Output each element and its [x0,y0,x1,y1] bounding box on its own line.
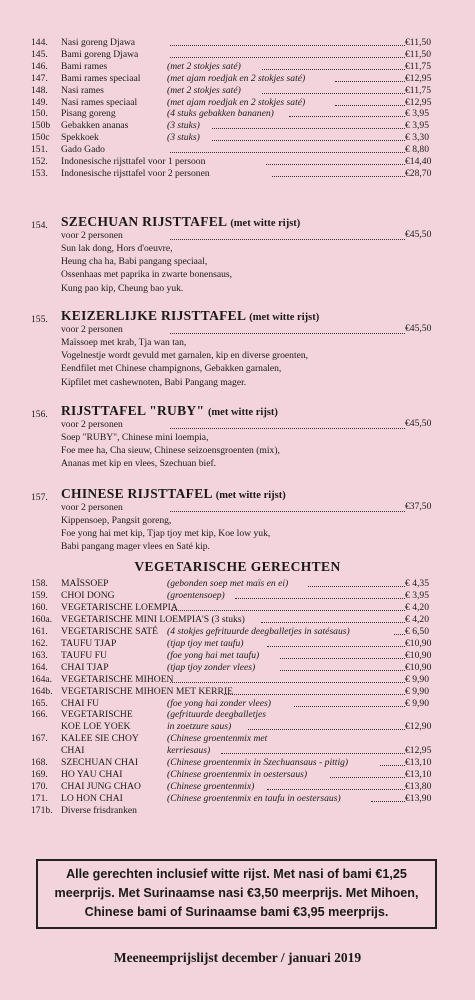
menu-item-row [0,793,475,805]
leader-dots [371,801,405,802]
item-price: €14,40 [405,156,432,167]
leader-dots [212,140,405,141]
item-description: (tjap tjoy zonder vlees) [167,661,256,673]
menu-item-row [0,156,475,168]
section-subtitle: (met witte rijst) [207,407,278,418]
section-subtitle: (met witte rijst) [215,490,286,501]
item-number: 152. [31,156,48,167]
item-number: 165. [31,697,48,709]
item-number: 164b. [31,685,53,697]
item-name: Indonesische rijsttafel voor 1 persoon [61,156,206,167]
item-price: € 3,95 [405,120,429,132]
item-name: TAUFU TJAP [61,637,117,649]
item-number: 161. [31,625,48,637]
item-price: € 3,30 [405,132,429,144]
leader-dots [280,670,405,671]
leader-dots [224,694,405,695]
section-course-line: Soep "RUBY", Chinese mini loempia, [61,432,209,443]
item-price: €11,50 [405,48,432,60]
menu-item-row [0,638,475,650]
item-description: (Chinese groentenmix met [167,733,268,745]
leader-dots [267,646,405,647]
section-title [61,214,300,230]
menu-item-row [0,745,475,757]
item-description: in zoetzure saus) [167,721,232,733]
item-name: Nasi rames [61,84,104,96]
item-name: TAUFU FU [61,649,107,661]
item-name: Bami rames [61,60,108,72]
section-price: €45,50 [405,418,432,429]
item-description: (foe yong hai zonder vlees) [167,697,271,709]
section-title-text: KEIZERLIJKE RIJSTTAFEL [61,308,246,323]
leader-dots [170,45,405,46]
item-price: € 4,20 [405,601,429,613]
item-number: 170. [31,781,48,793]
leader-dots [221,753,405,754]
section-course-line: Ananas met kip en vlees, Szechuan bief. [61,458,217,470]
menu-item-row [0,721,475,733]
item-name: Nasi goreng Djawa [61,37,136,48]
item-name: CHAI JUNG CHAO [61,781,141,793]
menu-item-row [0,781,475,793]
section-subtitle: (met witte rijst) [249,312,320,323]
item-name: KALEE SIE CHOY [61,733,139,745]
leader-dots [262,93,405,94]
item-number: 164. [31,661,48,673]
menu-item-row [0,650,475,662]
menu-item-row [0,168,475,180]
item-description: (Chinese groentenmix in oestersaus) [167,769,308,781]
item-price: € 8,80 [405,144,429,156]
item-description: (met ajam roedjak en 2 stokjes saté) [167,96,306,108]
item-name: HO YAU CHAI [61,769,123,781]
leader-dots [280,658,405,659]
item-number: 171b. [31,805,53,817]
item-name: CHAI TJAP [61,661,109,673]
item-name: Spekkoek [61,132,99,144]
menu-item-row [0,578,475,590]
menu-item-row [0,85,475,97]
menu-item-row [0,61,475,73]
item-name: Gebakken ananas [61,120,129,132]
item-number: 166. [31,709,48,721]
leader-dots [212,128,405,129]
section-price: €45,50 [405,323,432,334]
section-course-line: Ossenhaas met paprika in zwarte bonensaus, [61,269,233,281]
section-price: €45,50 [405,229,432,240]
menu-item-row [0,37,475,49]
section-subtitle: (met witte rijst) [230,218,301,229]
section-number: 156. [31,409,48,420]
item-number: 150. [31,108,48,120]
item-price: €12,95 [405,745,432,757]
menu-item-row [0,120,475,132]
menu-item-row [0,97,475,109]
item-name: KOE LOE YOEK [61,721,131,733]
item-description: (3 stuks) [167,120,200,132]
leader-dots [335,105,405,106]
menu-item-row [0,108,475,120]
item-number: 167. [31,733,48,745]
item-description: (Chinese groentenmix) [167,781,255,793]
item-number: 146. [31,60,48,72]
leader-dots [261,622,405,623]
section-title-text: SZECHUAN RIJSTTAFEL [61,214,227,229]
item-price: € 3,95 [405,108,429,120]
leader-dots [289,116,405,117]
price-list-footer: Meeneemprijslijst december / januari 2019 [113,950,362,965]
item-price: € 6,50 [405,625,429,637]
item-number: 151. [31,144,48,156]
section-course-line: Maïssoep met krab, Tja wan tan, [61,337,187,348]
item-number: 144. [31,37,48,48]
section-price: €37,50 [405,501,432,512]
item-name: Bami rames speciaal [61,72,141,84]
section-course-line: Kipfilet met cashewnoten, Babi Pangang mager. [61,376,247,388]
item-description: (met 2 stokjes saté) [167,84,241,96]
leader-dots [394,634,405,635]
item-price: €12,90 [405,721,432,733]
item-number: 158. [31,578,48,589]
leader-dots [170,57,405,58]
section-number: 155. [31,314,48,325]
menu-item-row [0,698,475,710]
item-description: (tjap tjoy met taufu) [167,637,244,649]
leader-dots [248,729,405,730]
item-price: € 4,20 [405,613,429,625]
menu-item-row [0,590,475,602]
section-course-line: Foe yong hai met kip, Tjap tjoy met kip, Koe low yuk, [61,528,271,540]
leader-dots [170,152,405,153]
menu-item-row [0,49,475,61]
section-course-line: Kung pao kip, Cheung bao yuk. [61,282,184,294]
section-course-line: Babi pangang mager vlees en Saté kip. [61,541,210,553]
item-price: €11,75 [405,84,432,96]
section-course-line: Sun lak dong, Hors d'oeuvre, [61,243,173,254]
item-description: (groentensoep) [167,589,225,601]
item-number: 164a. [31,673,53,685]
section-number: 157. [31,492,48,503]
item-number: 150b [31,120,51,132]
item-description: (met ajam roedjak en 2 stokjes saté) [167,72,306,84]
item-number: 162. [31,637,48,649]
menu-item-row [0,733,475,745]
section-persons: voor 2 personen [61,419,123,430]
item-number: 159. [31,589,48,601]
item-description: (gebonden soep met maïs en ei) [167,578,289,589]
item-description: (foe yong hai met taufu) [167,649,260,661]
leader-dots [380,765,405,766]
section-title-text: RIJSTTAFEL "RUBY" [61,403,205,418]
leader-dots [170,239,405,240]
item-price: €13,10 [405,757,432,769]
item-number: 149. [31,96,48,108]
leader-dots [266,164,405,165]
section-title-text: CHINESE RIJSTTAFEL [61,486,213,501]
item-name: VEGETARISCHE LOEMPIA [61,601,178,613]
section-course-line: Vogelnestje wordt gevuld met garnalen, kip en diverse groenten, [61,350,309,362]
leader-dots [294,706,405,707]
item-number: 160. [31,601,48,613]
item-description: (3 stuks) [167,132,200,144]
item-number: 168. [31,757,48,769]
section-persons: voor 2 personen [61,502,123,513]
item-number: 147. [31,72,48,84]
leader-dots [267,789,405,790]
leader-dots [171,610,405,611]
item-number: 148. [31,84,48,96]
item-price: € 9,90 [405,697,429,709]
item-price: € 9,90 [405,685,429,697]
item-price: €28,70 [405,167,432,179]
item-name: Indonesische rijsttafel voor 2 personen [61,167,210,179]
section-title [61,308,319,324]
item-name: CHAI [61,745,85,757]
section-course-line: Kippensoep, Pangsit goreng, [61,515,172,526]
section-number: 154. [31,220,48,231]
menu-item-row [0,757,475,769]
item-name: Bami goreng Djawa [61,48,139,60]
menu-item-row [0,805,475,817]
item-price: €13,80 [405,781,432,793]
item-description: (Chinese groentenmix en taufu in oestersaus) [167,793,341,805]
item-name: VEGETARISCHE [61,709,133,721]
item-description: (met 2 stokjes saté) [167,60,241,72]
menu-item-row [0,614,475,626]
section-title [61,486,286,502]
item-price: €10,90 [405,637,432,649]
item-description: (Chinese groentenmix in Szechuansaus - pittig) [167,757,349,769]
item-name: MAÏSSOEP [61,578,109,589]
vegetarian-heading: VEGETARISCHE GERECHTEN [134,559,341,574]
section-persons: voor 2 personen [61,230,123,241]
item-price: €12,95 [405,96,432,108]
item-name: CHOI DONG [61,589,115,601]
section-course-line: Heung cha ha, Babi pangang speciaal, [61,256,208,268]
item-price: € 3,95 [405,589,429,601]
item-number: 160a. [31,613,53,625]
item-price: €11,75 [405,60,432,72]
item-name: SZECHUAN CHAI [61,757,139,769]
menu-item-row [0,662,475,674]
item-name: CHAI FU [61,697,100,709]
item-price: €13,10 [405,769,432,781]
item-description: (4 stuks gebakken bananen) [167,108,274,120]
item-name: Pisang goreng [61,108,116,120]
menu-item-row [0,626,475,638]
leader-dots [170,511,405,512]
item-name: Diverse frisdranken [61,805,137,817]
item-number: 153. [31,167,48,179]
leader-dots [335,81,405,82]
item-name: Nasi rames speciaal [61,96,138,108]
item-price: €11,50 [405,37,432,48]
section-course-line: Eendfilet met Chinese champignons, Gebakken garnalen, [61,363,282,375]
leader-dots [262,69,405,70]
menu-item-row [0,144,475,156]
item-price: € 9,90 [405,673,429,685]
item-price: €10,90 [405,661,432,673]
item-name: LO HON CHAI [61,793,123,805]
item-number: 163. [31,649,48,661]
leader-dots [170,333,405,334]
section-persons: voor 2 personen [61,324,123,335]
leader-dots [170,428,405,429]
item-description: (gefrituurde deegballetjes [167,709,267,721]
menu-item-row [0,674,475,686]
item-price: €13,90 [405,793,432,805]
item-number: 171. [31,793,48,805]
menu-item-row [0,73,475,85]
item-name: Gado Gado [61,144,105,156]
item-number: 145. [31,48,48,60]
leader-dots [170,682,405,683]
item-name: VEGETARISCHE SATÉ [61,625,159,637]
item-price: €12,95 [405,72,432,84]
leader-dots [272,176,405,177]
leader-dots [235,598,405,599]
rice-surcharge-notice: Alle gerechten inclusief witte rijst. Met nasi of bami €1,25 meerprijs. Met Surinaamse nasi €3,50 meerprijs. Met Mihoen, Chinese bami of Surinaamse bami €3,95 meerprijs. [36,859,437,929]
item-name: VEGETARISCHE MIHOEN [61,673,174,685]
leader-dots [308,586,406,587]
menu-item-row [0,769,475,781]
menu-item-row [0,686,475,698]
section-course-line: Foe mee ha, Cha sieuw, Chinese seizoensgroenten (mix), [61,445,280,457]
leader-dots [330,777,405,778]
item-number: 150c [31,132,50,144]
item-price: € 4,35 [405,578,429,589]
section-title [61,403,278,419]
menu-item-row [0,132,475,144]
menu-item-row [0,602,475,614]
item-price: €10,90 [405,649,432,661]
item-name: VEGETARISCHE MIHOEN MET KERRIE [61,685,233,697]
item-number: 169. [31,769,48,781]
item-name: VEGETARISCHE MINI LOEMPIA'S (3 stuks) [61,613,245,625]
item-description: kerriesaus) [167,745,211,757]
menu-item-row [0,709,475,721]
item-description: (4 stokjes gefrituurde deegballetjes in satésaus) [167,625,350,637]
